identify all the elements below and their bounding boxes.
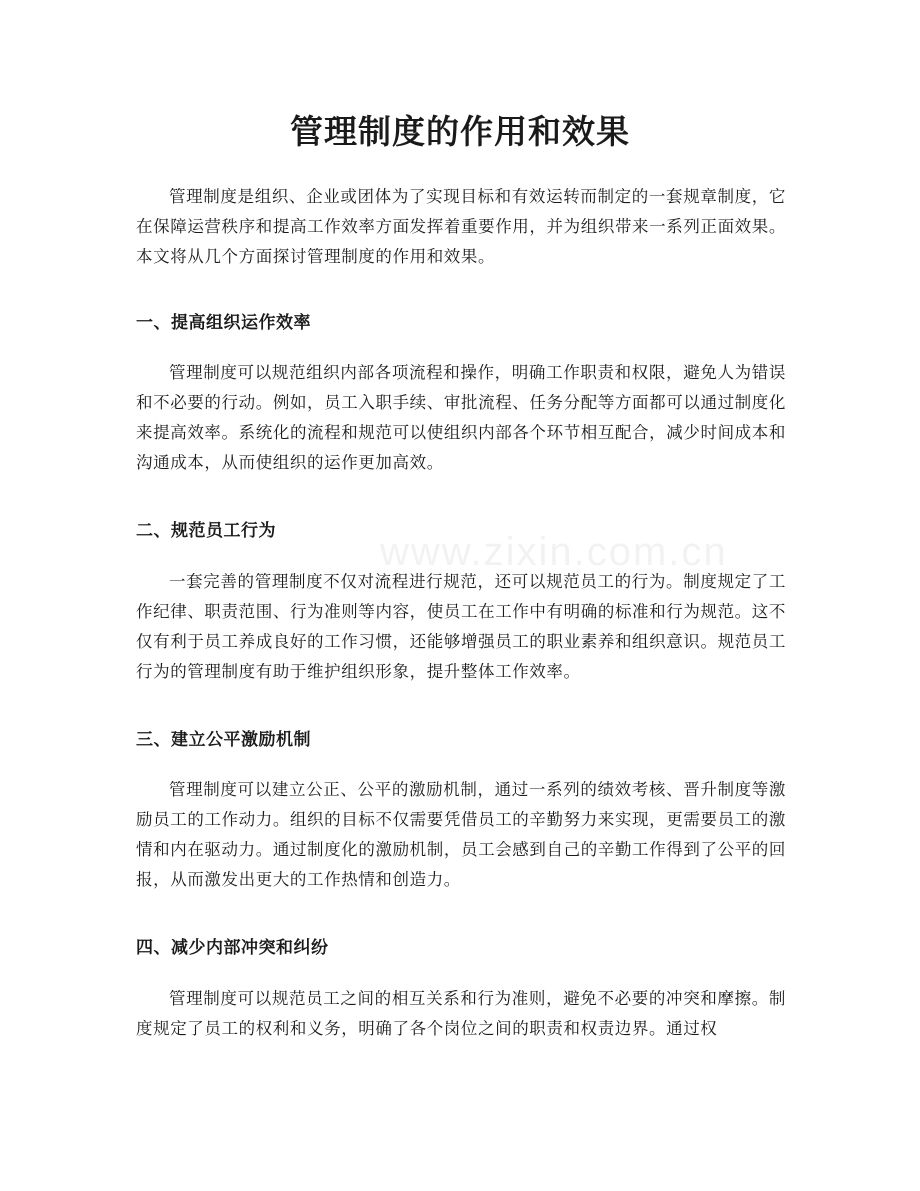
intro-paragraph: 管理制度是组织、企业或团体为了实现目标和有效运转而制定的一套规章制度，它在保障运营秩序和提高工作效率方面发挥着重要作用，并为组织带来一系列正面效果。本文将从几个方面探讨管理制度的作用和效果。 (136, 187, 786, 266)
watermark: www.zixin.com.cn (380, 530, 728, 574)
section-heading-4: 四、减少内部冲突和纠纷 (136, 938, 329, 958)
section-paragraph-4: 管理制度可以规范员工之间的相互关系和行为准则，避免不必要的冲突和摩擦。制度规定了员工的权利和义务，明确了各个岗位之间的职责和权责边界。通过权 (136, 989, 786, 1038)
section-heading-2: 二、规范员工行为 (136, 521, 276, 541)
section-paragraph-2: 一套完善的管理制度不仅对流程进行规范，还可以规范员工的行为。制度规定了工作纪律、职责范围、行为准则等内容，使员工在工作中有明确的标准和行为规范。这不仅有利于员工养成良好的工作习惯，还能够增强员工的职业素养和组织意识。规范员工行为的管理制度有助于维护组织形象，提升整体工作效率。 (136, 572, 786, 681)
section-paragraph-3: 管理制度可以建立公正、公平的激励机制，通过一系列的绩效考核、晋升制度等激励员工的工作动力。组织的目标不仅需要凭借员工的辛勤努力来实现，更需要员工的激情和内在驱动力。通过制度化的激励机制，员工会感到自己的辛勤工作得到了公平的回报，从而激发出更大的工作热情和创造力。 (136, 780, 786, 889)
section-paragraph-1: 管理制度可以规范组织内部各项流程和操作，明确工作职责和权限，避免人为错误和不必要的行动。例如，员工入职手续、审批流程、任务分配等方面都可以通过制度化来提高效率。系统化的流程和规范可以使组织内部各个环节相互配合，减少时间成本和沟通成本，从而使组织的运作更加高效。 (136, 363, 786, 472)
page-title: 管理制度的作用和效果 (290, 112, 630, 151)
section-heading-1: 一、提高组织运作效率 (136, 313, 311, 333)
section-heading-3: 三、建立公平激励机制 (136, 730, 311, 750)
